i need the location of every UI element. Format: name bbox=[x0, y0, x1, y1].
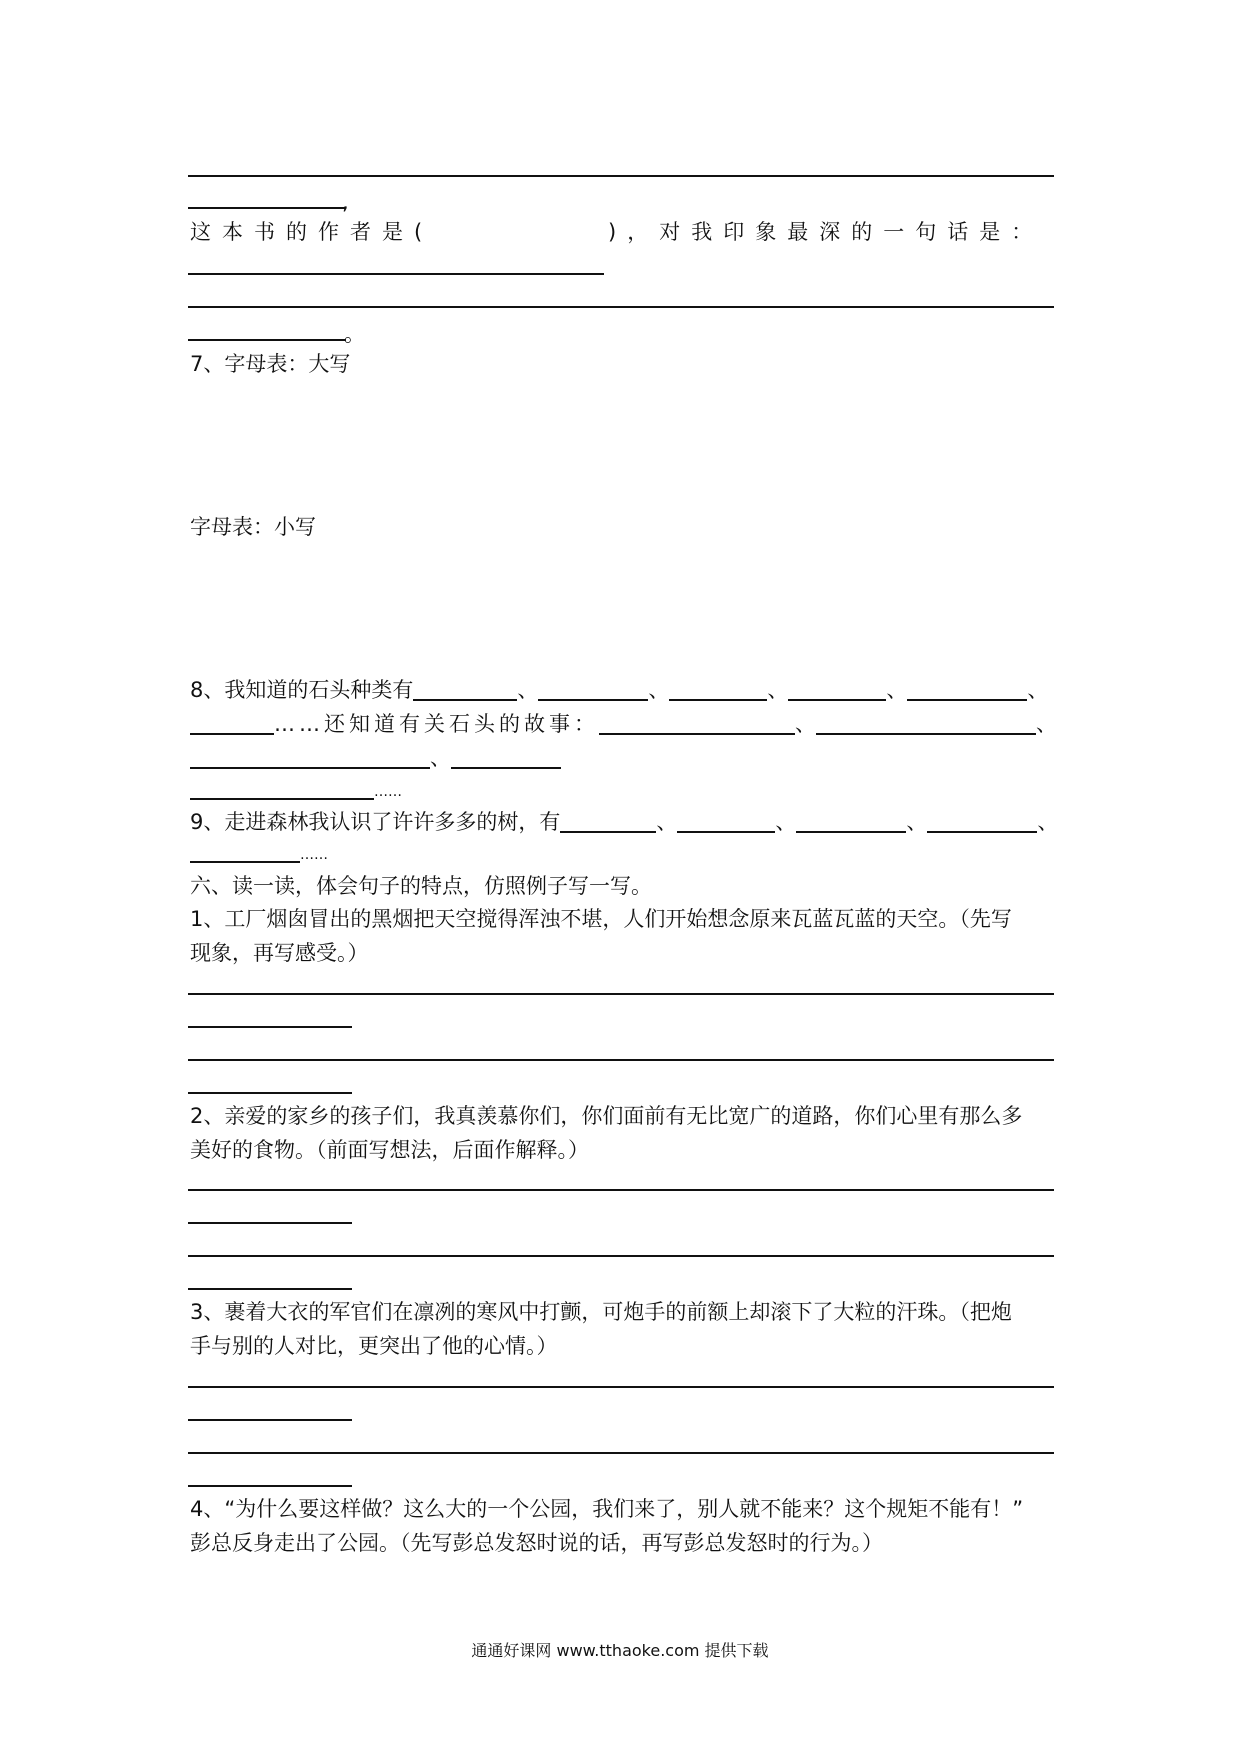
footer-credit: 通通好课网 www.tthaoke.com 提供下载 bbox=[471, 1641, 769, 1660]
s6-item2-line2: 美好的食物。（前面写想法，后面作解释。） bbox=[190, 1138, 589, 1162]
quote-answer-line[interactable] bbox=[188, 306, 1054, 308]
q7-lowercase-label: 字母表：小写 bbox=[190, 515, 316, 539]
separator: 、 bbox=[648, 678, 670, 702]
comma-mark: , bbox=[342, 190, 349, 214]
q8-blank[interactable] bbox=[190, 711, 274, 735]
separator: 、 bbox=[906, 810, 928, 834]
answer-line-short[interactable] bbox=[188, 1288, 352, 1290]
period-mark: 。 bbox=[344, 322, 365, 346]
section6-heading: 六、读一读，体会句子的特点，仿照例子写一写。 bbox=[190, 874, 652, 898]
q8-line2 bbox=[190, 710, 1057, 738]
s6-item1-line2: 现象，再写感受。） bbox=[190, 941, 369, 965]
answer-line-short[interactable] bbox=[188, 1092, 352, 1094]
q8-blank[interactable] bbox=[669, 677, 767, 701]
answer-line-short[interactable] bbox=[188, 1419, 352, 1421]
s6-item3-line1: 3、裹着大衣的军官们在凛冽的寒风中打颤，可炮手的前额上却滚下了大粒的汗珠。（把炮 bbox=[190, 1300, 1012, 1324]
q8-blank[interactable] bbox=[538, 677, 648, 701]
separator: 、 bbox=[886, 678, 908, 702]
quote-answer-line-short[interactable] bbox=[188, 339, 346, 341]
separator: 、 bbox=[656, 810, 678, 834]
answer-line[interactable] bbox=[188, 1255, 1054, 1257]
author-prompt-prefix: 这本书的作者是( bbox=[190, 220, 434, 244]
q8-line3 bbox=[190, 744, 561, 772]
separator: 、 bbox=[767, 678, 789, 702]
separator: 、 bbox=[775, 810, 797, 834]
separator: 、 bbox=[1027, 678, 1049, 702]
separator: 、 bbox=[430, 746, 451, 770]
q8-story-prompt: ……还知道有关石头的故事： bbox=[274, 712, 599, 736]
ellipsis: …… bbox=[300, 847, 328, 863]
s6-item4-line1: 4、“为什么要这样做？这么大的一个公园，我们来了，别人就不能来？这个规矩不能有！” bbox=[190, 1497, 1024, 1521]
s6-item3-line2: 手与别的人对比，更突出了他的心情。） bbox=[190, 1334, 558, 1358]
q8-line4 bbox=[190, 775, 402, 806]
q8-blank[interactable] bbox=[413, 677, 517, 701]
q8-story-blank[interactable] bbox=[816, 711, 1036, 735]
answer-line[interactable] bbox=[188, 175, 1054, 177]
answer-line-short[interactable] bbox=[188, 207, 346, 209]
q9-blank[interactable] bbox=[796, 809, 906, 833]
answer-line[interactable] bbox=[188, 1189, 1054, 1191]
q9-blank[interactable] bbox=[677, 809, 775, 833]
separator: 、 bbox=[1037, 810, 1059, 834]
answer-line[interactable] bbox=[188, 1452, 1054, 1454]
q8-blank[interactable] bbox=[788, 677, 886, 701]
q8-story-blank[interactable] bbox=[190, 745, 430, 769]
q7-uppercase-label: 7、字母表：大写 bbox=[190, 352, 351, 376]
ellipsis: …… bbox=[374, 784, 402, 800]
q8-line1 bbox=[190, 676, 1048, 704]
q8-prompt: 8、我知道的石头种类有 bbox=[190, 678, 414, 702]
s6-item1-line1: 1、工厂烟囱冒出的黑烟把天空搅得浑浊不堪，人们开始想念原来瓦蓝瓦蓝的天空。（先写 bbox=[190, 907, 1012, 931]
q8-story-blank[interactable] bbox=[599, 711, 795, 735]
answer-line-short[interactable] bbox=[188, 1222, 352, 1224]
separator: 、 bbox=[517, 678, 539, 702]
separator: 、 bbox=[1036, 712, 1057, 736]
answer-line[interactable] bbox=[188, 1059, 1054, 1061]
q9-blank[interactable] bbox=[190, 839, 300, 863]
answer-line[interactable] bbox=[188, 1386, 1054, 1388]
q9-prompt: 9、走进森林我认识了许许多多的树，有 bbox=[190, 810, 561, 834]
answer-line-short[interactable] bbox=[188, 1485, 352, 1487]
s6-item4-line2: 彭总反身走出了公园。（先写彭总发怒时说的话，再写彭总发怒时的行为。） bbox=[190, 1531, 883, 1555]
author-prompt-suffix: )，对我印象最深的一句话是： bbox=[608, 220, 1044, 244]
q9-blank[interactable] bbox=[560, 809, 656, 833]
answer-line[interactable] bbox=[188, 993, 1054, 995]
q8-blank[interactable] bbox=[907, 677, 1027, 701]
answer-line-short[interactable] bbox=[188, 1026, 352, 1028]
s6-item2-line1: 2、亲爱的家乡的孩子们，我真羡慕你们，你们面前有无比宽广的道路，你们心里有那么多 bbox=[190, 1104, 1023, 1128]
q9-blank[interactable] bbox=[927, 809, 1037, 833]
q8-story-blank[interactable] bbox=[451, 745, 561, 769]
q9-line1 bbox=[190, 808, 1058, 836]
q8-story-blank[interactable] bbox=[190, 776, 374, 800]
separator: 、 bbox=[795, 712, 816, 736]
q9-line2 bbox=[190, 838, 328, 869]
quote-answer-line[interactable] bbox=[188, 273, 604, 275]
